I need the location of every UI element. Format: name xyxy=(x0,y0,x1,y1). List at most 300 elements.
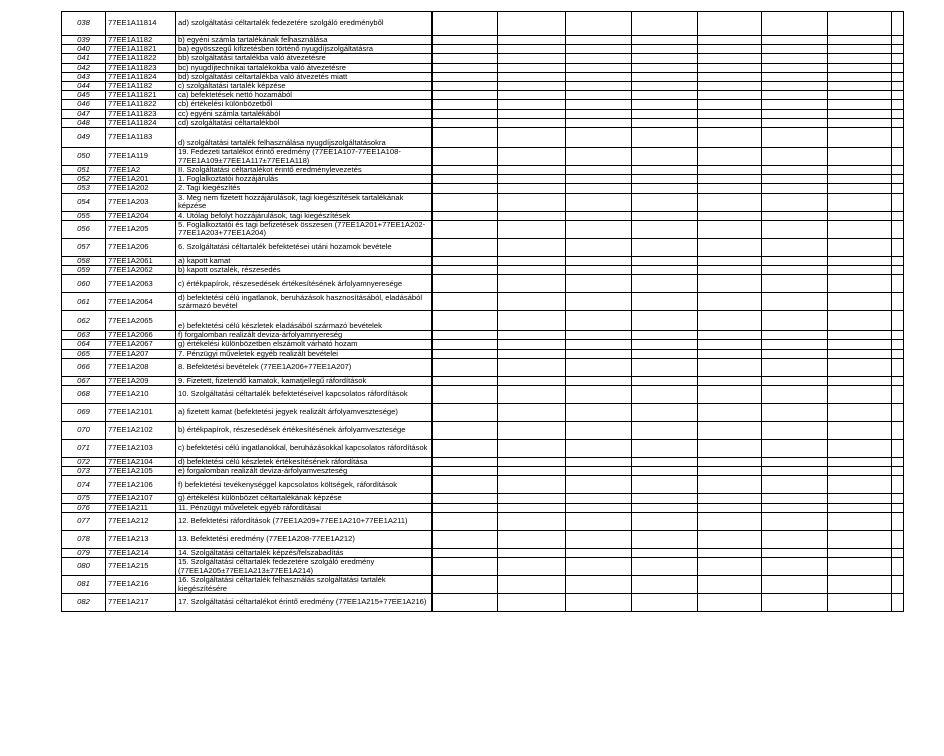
value-cell xyxy=(762,422,828,440)
value-cell xyxy=(432,530,498,548)
value-cell xyxy=(432,494,498,503)
value-cell xyxy=(632,238,698,256)
value-cell xyxy=(698,100,762,109)
row-description: 11. Pénzügyi műveletek egyéb ráfordításai xyxy=(176,503,432,512)
value-cell xyxy=(698,548,762,557)
value-cell xyxy=(762,494,828,503)
value-cell xyxy=(698,494,762,503)
value-cell xyxy=(566,72,632,81)
row-description: 15. Szolgáltatási céltartalék fedezetére szolgáló eredmény (77EE1A205±77EE1A213±77EE1A214) xyxy=(176,558,432,576)
row-number: 040 xyxy=(62,45,106,54)
value-cell xyxy=(762,476,828,494)
value-cell xyxy=(698,440,762,458)
value-cell xyxy=(566,548,632,557)
value-cell xyxy=(828,238,892,256)
row-description: 3. Meg nem fizetett hozzájárulások, tagi kiegészítések tartalékának képzése xyxy=(176,193,432,211)
value-cell xyxy=(432,340,498,349)
row-number: 049 xyxy=(62,128,106,148)
value-cell xyxy=(566,340,632,349)
value-cell xyxy=(762,148,828,166)
value-cell xyxy=(698,331,762,340)
row-description: 7. Pénzügyi műveletek egyéb realizált bevételei xyxy=(176,349,432,358)
value-cell xyxy=(698,404,762,422)
row-number: 082 xyxy=(62,594,106,612)
table-row xyxy=(62,576,904,594)
value-cell xyxy=(892,82,904,91)
value-cell xyxy=(828,12,892,36)
row-number: 079 xyxy=(62,548,106,557)
value-cell xyxy=(828,458,892,467)
value-cell xyxy=(432,311,498,331)
value-cell xyxy=(698,109,762,118)
value-cell xyxy=(432,458,498,467)
row-code: 77EE1A11824 xyxy=(106,118,176,127)
value-cell xyxy=(892,594,904,612)
row-code: 77EE1A206 xyxy=(106,238,176,256)
value-cell xyxy=(566,175,632,184)
value-cell xyxy=(432,72,498,81)
value-cell xyxy=(762,404,828,422)
row-number: 046 xyxy=(62,100,106,109)
row-description: a) kapott kamat xyxy=(176,256,432,265)
value-cell xyxy=(498,128,566,148)
value-cell xyxy=(498,293,566,311)
value-cell xyxy=(632,266,698,275)
row-number: 062 xyxy=(62,311,106,331)
value-cell xyxy=(566,494,632,503)
value-cell xyxy=(432,376,498,385)
row-code: 77EE1A2104 xyxy=(106,458,176,467)
value-cell xyxy=(828,45,892,54)
row-code: 77EE1A209 xyxy=(106,376,176,385)
value-cell xyxy=(698,503,762,512)
row-description: ba) egyösszegű kifizetésben történő nyugdíjszolgáltatásra xyxy=(176,45,432,54)
row-number: 066 xyxy=(62,358,106,376)
value-cell xyxy=(566,503,632,512)
value-cell xyxy=(632,45,698,54)
row-code: 77EE1A11821 xyxy=(106,91,176,100)
value-cell xyxy=(698,467,762,476)
value-cell xyxy=(892,293,904,311)
value-cell xyxy=(632,376,698,385)
value-cell xyxy=(432,331,498,340)
row-description: c) értékpapírok, részesedések értékesítésének árfolyamnyeresége xyxy=(176,275,432,293)
row-description: e) forgalomban realizált deviza-árfolyamveszteség xyxy=(176,467,432,476)
value-cell xyxy=(432,91,498,100)
value-cell xyxy=(632,166,698,175)
value-cell xyxy=(698,54,762,63)
row-description: 6. Szolgáltatási céltartalék befektetései utáni hozamok bevétele xyxy=(176,238,432,256)
row-number: 058 xyxy=(62,256,106,265)
value-cell xyxy=(498,530,566,548)
value-cell xyxy=(432,54,498,63)
value-cell xyxy=(892,256,904,265)
value-cell xyxy=(632,175,698,184)
value-cell xyxy=(892,12,904,36)
value-cell xyxy=(498,494,566,503)
row-number: 063 xyxy=(62,331,106,340)
report-table-container xyxy=(61,11,904,612)
table-row xyxy=(62,476,904,494)
table-row xyxy=(62,266,904,275)
value-cell xyxy=(632,220,698,238)
value-cell xyxy=(632,558,698,576)
value-cell xyxy=(498,548,566,557)
value-cell xyxy=(892,376,904,385)
value-cell xyxy=(698,166,762,175)
value-cell xyxy=(892,63,904,72)
value-cell xyxy=(632,193,698,211)
value-cell xyxy=(498,100,566,109)
row-code: 77EE1A11823 xyxy=(106,63,176,72)
value-cell xyxy=(566,166,632,175)
row-code: 77EE1A1183 xyxy=(106,128,176,148)
table-row xyxy=(62,494,904,503)
value-cell xyxy=(566,458,632,467)
value-cell xyxy=(762,45,828,54)
value-cell xyxy=(432,293,498,311)
value-cell xyxy=(566,256,632,265)
value-cell xyxy=(698,476,762,494)
value-cell xyxy=(828,331,892,340)
value-cell xyxy=(828,36,892,45)
value-cell xyxy=(498,220,566,238)
row-code: 77EE1A11822 xyxy=(106,100,176,109)
value-cell xyxy=(698,266,762,275)
row-description: b) kapott osztalék, részesedés xyxy=(176,266,432,275)
value-cell xyxy=(566,331,632,340)
value-cell xyxy=(432,576,498,594)
value-cell xyxy=(828,386,892,404)
value-cell xyxy=(828,211,892,220)
row-description: e) befektetési célú készletek eladásából származó bevételek xyxy=(176,311,432,331)
value-cell xyxy=(762,109,828,118)
value-cell xyxy=(698,193,762,211)
value-cell xyxy=(698,386,762,404)
table-row xyxy=(62,211,904,220)
row-description: g) értékelési különbözet céltartalékának képzése xyxy=(176,494,432,503)
table-row xyxy=(62,256,904,265)
row-code: 77EE1A2062 xyxy=(106,266,176,275)
value-cell xyxy=(432,476,498,494)
row-description: bd) szolgáltatási céltartalékba való átvezetés miatt xyxy=(176,72,432,81)
value-cell xyxy=(892,340,904,349)
table-row xyxy=(62,82,904,91)
value-cell xyxy=(432,63,498,72)
row-description: b) értékpapírok, részesedések értékesítésének árfolyamvesztesége xyxy=(176,422,432,440)
value-cell xyxy=(828,558,892,576)
value-cell xyxy=(498,576,566,594)
row-number: 080 xyxy=(62,558,106,576)
value-cell xyxy=(892,576,904,594)
value-cell xyxy=(498,275,566,293)
value-cell xyxy=(828,530,892,548)
value-cell xyxy=(892,275,904,293)
value-cell xyxy=(698,91,762,100)
row-code: 77EE1A2105 xyxy=(106,467,176,476)
value-cell xyxy=(698,211,762,220)
row-description: 14. Szolgáltatási céltartalék képzés/felszabadítás xyxy=(176,548,432,557)
table-row xyxy=(62,12,904,36)
value-cell xyxy=(632,476,698,494)
table-row xyxy=(62,349,904,358)
value-cell xyxy=(892,220,904,238)
value-cell xyxy=(632,594,698,612)
row-number: 039 xyxy=(62,36,106,45)
value-cell xyxy=(762,63,828,72)
value-cell xyxy=(432,166,498,175)
report-table-body xyxy=(62,12,904,612)
value-cell xyxy=(828,175,892,184)
value-cell xyxy=(828,100,892,109)
value-cell xyxy=(762,331,828,340)
value-cell xyxy=(632,184,698,193)
row-code: 77EE1A2066 xyxy=(106,331,176,340)
value-cell xyxy=(892,36,904,45)
value-cell xyxy=(698,458,762,467)
value-cell xyxy=(892,494,904,503)
row-description: cd) szolgáltatási céltartalékból xyxy=(176,118,432,127)
row-description: d) befektetési célú ingatlanok, beruházások hasznosításából, eladásából származó bevétel xyxy=(176,293,432,311)
value-cell xyxy=(828,118,892,127)
row-code: 77EE1A211 xyxy=(106,503,176,512)
value-cell xyxy=(762,467,828,476)
value-cell xyxy=(432,220,498,238)
value-cell xyxy=(892,266,904,275)
value-cell xyxy=(828,128,892,148)
row-description: a) fizetett kamat (befektetési jegyek realizált árfolyamvesztesége) xyxy=(176,404,432,422)
row-number: 055 xyxy=(62,211,106,220)
value-cell xyxy=(762,349,828,358)
value-cell xyxy=(432,467,498,476)
value-cell xyxy=(498,256,566,265)
table-row xyxy=(62,238,904,256)
value-cell xyxy=(632,293,698,311)
value-cell xyxy=(632,530,698,548)
value-cell xyxy=(498,45,566,54)
value-cell xyxy=(498,376,566,385)
row-description: 2. Tagi kiegészítés xyxy=(176,184,432,193)
row-code: 77EE1A207 xyxy=(106,349,176,358)
value-cell xyxy=(498,458,566,467)
row-code: 77EE1A205 xyxy=(106,220,176,238)
value-cell xyxy=(566,100,632,109)
value-cell xyxy=(432,184,498,193)
value-cell xyxy=(566,476,632,494)
value-cell xyxy=(566,63,632,72)
value-cell xyxy=(762,118,828,127)
value-cell xyxy=(498,36,566,45)
value-cell xyxy=(432,36,498,45)
row-description: 1. Foglalkoztatói hozzájárulás xyxy=(176,175,432,184)
value-cell xyxy=(632,440,698,458)
value-cell xyxy=(762,72,828,81)
value-cell xyxy=(432,109,498,118)
value-cell xyxy=(762,548,828,557)
value-cell xyxy=(828,440,892,458)
value-cell xyxy=(892,422,904,440)
row-code: 77EE1A1182 xyxy=(106,82,176,91)
table-row xyxy=(62,404,904,422)
value-cell xyxy=(828,82,892,91)
value-cell xyxy=(762,440,828,458)
value-cell xyxy=(566,128,632,148)
value-cell xyxy=(828,148,892,166)
value-cell xyxy=(698,63,762,72)
value-cell xyxy=(632,422,698,440)
value-cell xyxy=(762,530,828,548)
row-number: 068 xyxy=(62,386,106,404)
value-cell xyxy=(432,512,498,530)
value-cell xyxy=(432,175,498,184)
row-description: II. Szolgáltatási céltartalékot érintő eredménylevezetés xyxy=(176,166,432,175)
value-cell xyxy=(498,386,566,404)
row-number: 078 xyxy=(62,530,106,548)
table-row xyxy=(62,220,904,238)
value-cell xyxy=(762,503,828,512)
value-cell xyxy=(632,467,698,476)
row-number: 053 xyxy=(62,184,106,193)
value-cell xyxy=(498,422,566,440)
value-cell xyxy=(432,12,498,36)
value-cell xyxy=(498,118,566,127)
row-code: 77EE1A2061 xyxy=(106,256,176,265)
table-row xyxy=(62,558,904,576)
value-cell xyxy=(432,440,498,458)
row-description: cb) értékelési különbözetből xyxy=(176,100,432,109)
value-cell xyxy=(698,576,762,594)
row-code: 77EE1A214 xyxy=(106,548,176,557)
value-cell xyxy=(762,376,828,385)
row-code: 77EE1A11814 xyxy=(106,12,176,36)
row-number: 074 xyxy=(62,476,106,494)
value-cell xyxy=(698,293,762,311)
row-number: 038 xyxy=(62,12,106,36)
value-cell xyxy=(632,275,698,293)
table-row xyxy=(62,166,904,175)
value-cell xyxy=(892,54,904,63)
table-row xyxy=(62,175,904,184)
table-row xyxy=(62,376,904,385)
row-code: 77EE1A2 xyxy=(106,166,176,175)
value-cell xyxy=(632,494,698,503)
table-row xyxy=(62,386,904,404)
row-code: 77EE1A2106 xyxy=(106,476,176,494)
value-cell xyxy=(828,376,892,385)
row-number: 075 xyxy=(62,494,106,503)
value-cell xyxy=(762,82,828,91)
row-code: 77EE1A1182 xyxy=(106,36,176,45)
table-row xyxy=(62,311,904,331)
row-number: 043 xyxy=(62,72,106,81)
row-number: 051 xyxy=(62,166,106,175)
table-row xyxy=(62,72,904,81)
value-cell xyxy=(762,576,828,594)
value-cell xyxy=(762,256,828,265)
row-number: 054 xyxy=(62,193,106,211)
value-cell xyxy=(892,311,904,331)
value-cell xyxy=(432,82,498,91)
value-cell xyxy=(698,184,762,193)
value-cell xyxy=(698,72,762,81)
row-code: 77EE1A2102 xyxy=(106,422,176,440)
value-cell xyxy=(698,594,762,612)
value-cell xyxy=(828,512,892,530)
value-cell xyxy=(632,54,698,63)
table-row xyxy=(62,594,904,612)
value-cell xyxy=(432,386,498,404)
value-cell xyxy=(762,91,828,100)
row-code: 77EE1A119 xyxy=(106,148,176,166)
value-cell xyxy=(892,72,904,81)
value-cell xyxy=(828,576,892,594)
value-cell xyxy=(892,386,904,404)
value-cell xyxy=(566,118,632,127)
row-number: 070 xyxy=(62,422,106,440)
value-cell xyxy=(892,211,904,220)
value-cell xyxy=(498,349,566,358)
row-description: ad) szolgáltatási céltartalék fedezetére szolgáló eredményből xyxy=(176,12,432,36)
value-cell xyxy=(892,100,904,109)
value-cell xyxy=(498,558,566,576)
table-row xyxy=(62,45,904,54)
value-cell xyxy=(432,45,498,54)
row-code: 77EE1A11823 xyxy=(106,109,176,118)
value-cell xyxy=(828,548,892,557)
value-cell xyxy=(698,82,762,91)
value-cell xyxy=(632,503,698,512)
value-cell xyxy=(828,349,892,358)
value-cell xyxy=(566,422,632,440)
value-cell xyxy=(632,349,698,358)
value-cell xyxy=(632,63,698,72)
value-cell xyxy=(632,576,698,594)
value-cell xyxy=(632,109,698,118)
value-cell xyxy=(762,193,828,211)
row-code: 77EE1A11821 xyxy=(106,45,176,54)
value-cell xyxy=(762,128,828,148)
value-cell xyxy=(762,594,828,612)
row-code: 77EE1A204 xyxy=(106,211,176,220)
value-cell xyxy=(828,275,892,293)
value-cell xyxy=(828,91,892,100)
value-cell xyxy=(566,376,632,385)
value-cell xyxy=(632,256,698,265)
table-row xyxy=(62,91,904,100)
row-code: 77EE1A2103 xyxy=(106,440,176,458)
value-cell xyxy=(498,503,566,512)
value-cell xyxy=(762,175,828,184)
value-cell xyxy=(892,548,904,557)
value-cell xyxy=(698,148,762,166)
value-cell xyxy=(432,422,498,440)
value-cell xyxy=(762,12,828,36)
value-cell xyxy=(828,193,892,211)
row-description: f) forgalomban realizált deviza-árfolyamnyereség xyxy=(176,331,432,340)
value-cell xyxy=(892,349,904,358)
value-cell xyxy=(762,36,828,45)
row-description: 10. Szolgáltatási céltartalék befektetéseivel kapcsolatos ráfordítások xyxy=(176,386,432,404)
value-cell xyxy=(432,148,498,166)
value-cell xyxy=(566,512,632,530)
row-description: 16. Szolgáltatási céltartalék felhasználás szolgáltatási tartalék kiegészítésére xyxy=(176,576,432,594)
value-cell xyxy=(762,266,828,275)
table-row xyxy=(62,184,904,193)
value-cell xyxy=(566,358,632,376)
value-cell xyxy=(698,275,762,293)
value-cell xyxy=(498,512,566,530)
table-row xyxy=(62,118,904,127)
